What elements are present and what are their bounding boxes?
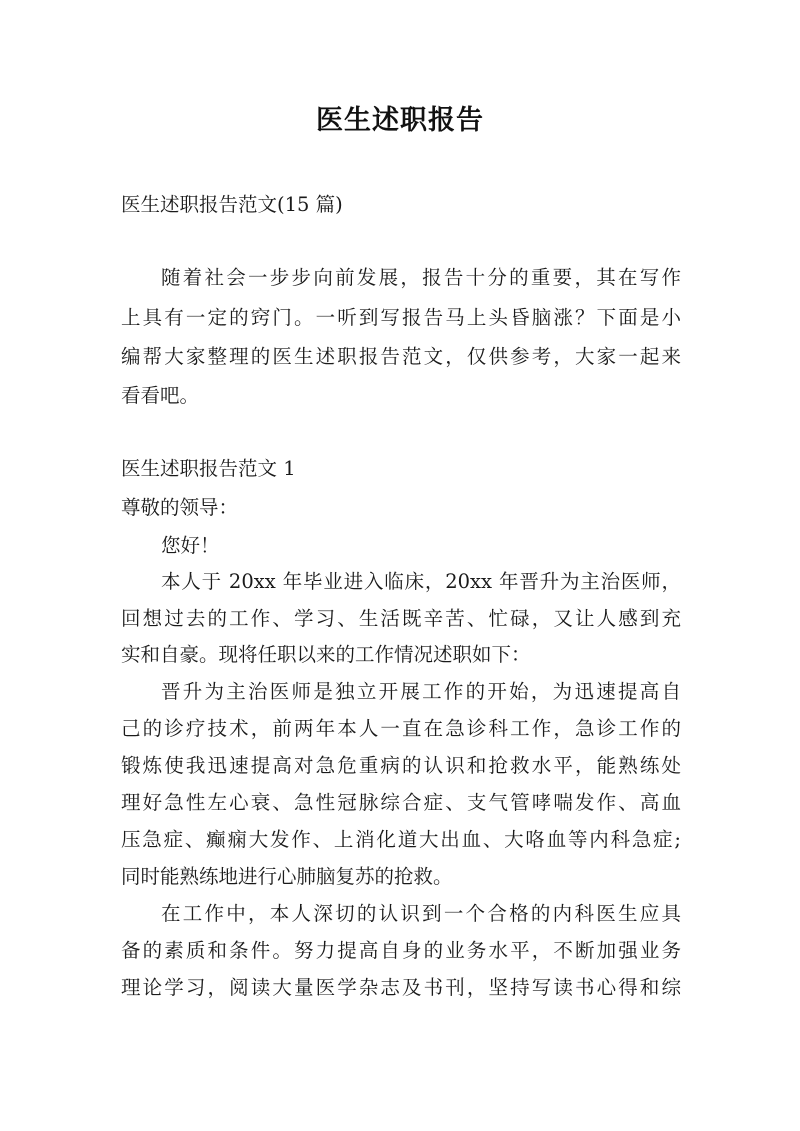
body-line: 晋升为主治医师是独立开展工作的开始，为迅速提高自 bbox=[161, 680, 681, 703]
intro-line: 随着社会一步步向前发展，报告十分的重要，其在写作 bbox=[161, 266, 681, 289]
body-line: 实和自豪。现将任职以来的工作情况述职如下： bbox=[121, 643, 531, 666]
body-line: 回想过去的工作、学习、生活既辛苦、忙碌，又让人感到充 bbox=[121, 607, 681, 630]
body-line: 理论学习，阅读大量医学杂志及书刊，坚持写读书心得和综 bbox=[121, 976, 681, 999]
section-heading: 医生述职报告范文 1 bbox=[121, 457, 296, 480]
salutation: 尊敬的领导： bbox=[121, 496, 239, 519]
page-title: 医生述职报告 bbox=[316, 105, 484, 136]
body-line: 己的诊疗技术，前两年本人一直在急诊科工作，急诊工作的 bbox=[121, 717, 681, 740]
intro-line: 上具有一定的窍门。一听到写报告马上头昏脑涨？下面是小 bbox=[121, 306, 681, 329]
body-line: 在工作中，本人深切的认识到一个合格的内科医生应具 bbox=[161, 902, 681, 925]
body-line: 压急症、癫痫大发作、上消化道大出血、大咯血等内科急症; bbox=[121, 828, 681, 851]
body-line: 理好急性左心衰、急性冠脉综合症、支气管哮喘发作、高血 bbox=[121, 791, 681, 814]
intro-line: 看看吧。 bbox=[121, 384, 200, 407]
body-line: 备的素质和条件。努力提高自身的业务水平，不断加强业务 bbox=[121, 939, 681, 962]
body-line: 同时能熟练地进行心肺脑复苏的抢救。 bbox=[121, 865, 453, 888]
body-line: 锻炼使我迅速提高对急危重病的认识和抢救水平，能熟练处 bbox=[121, 754, 681, 777]
greeting: 您好！ bbox=[161, 534, 220, 557]
body-line: 本人于 20xx 年毕业进入临床，20xx 年晋升为主治医师， bbox=[161, 570, 681, 593]
intro-line: 编帮大家整理的医生述职报告范文，仅供参考，大家一起来 bbox=[121, 345, 681, 368]
document-subtitle: 医生述职报告范文(15 篇) bbox=[121, 193, 343, 216]
